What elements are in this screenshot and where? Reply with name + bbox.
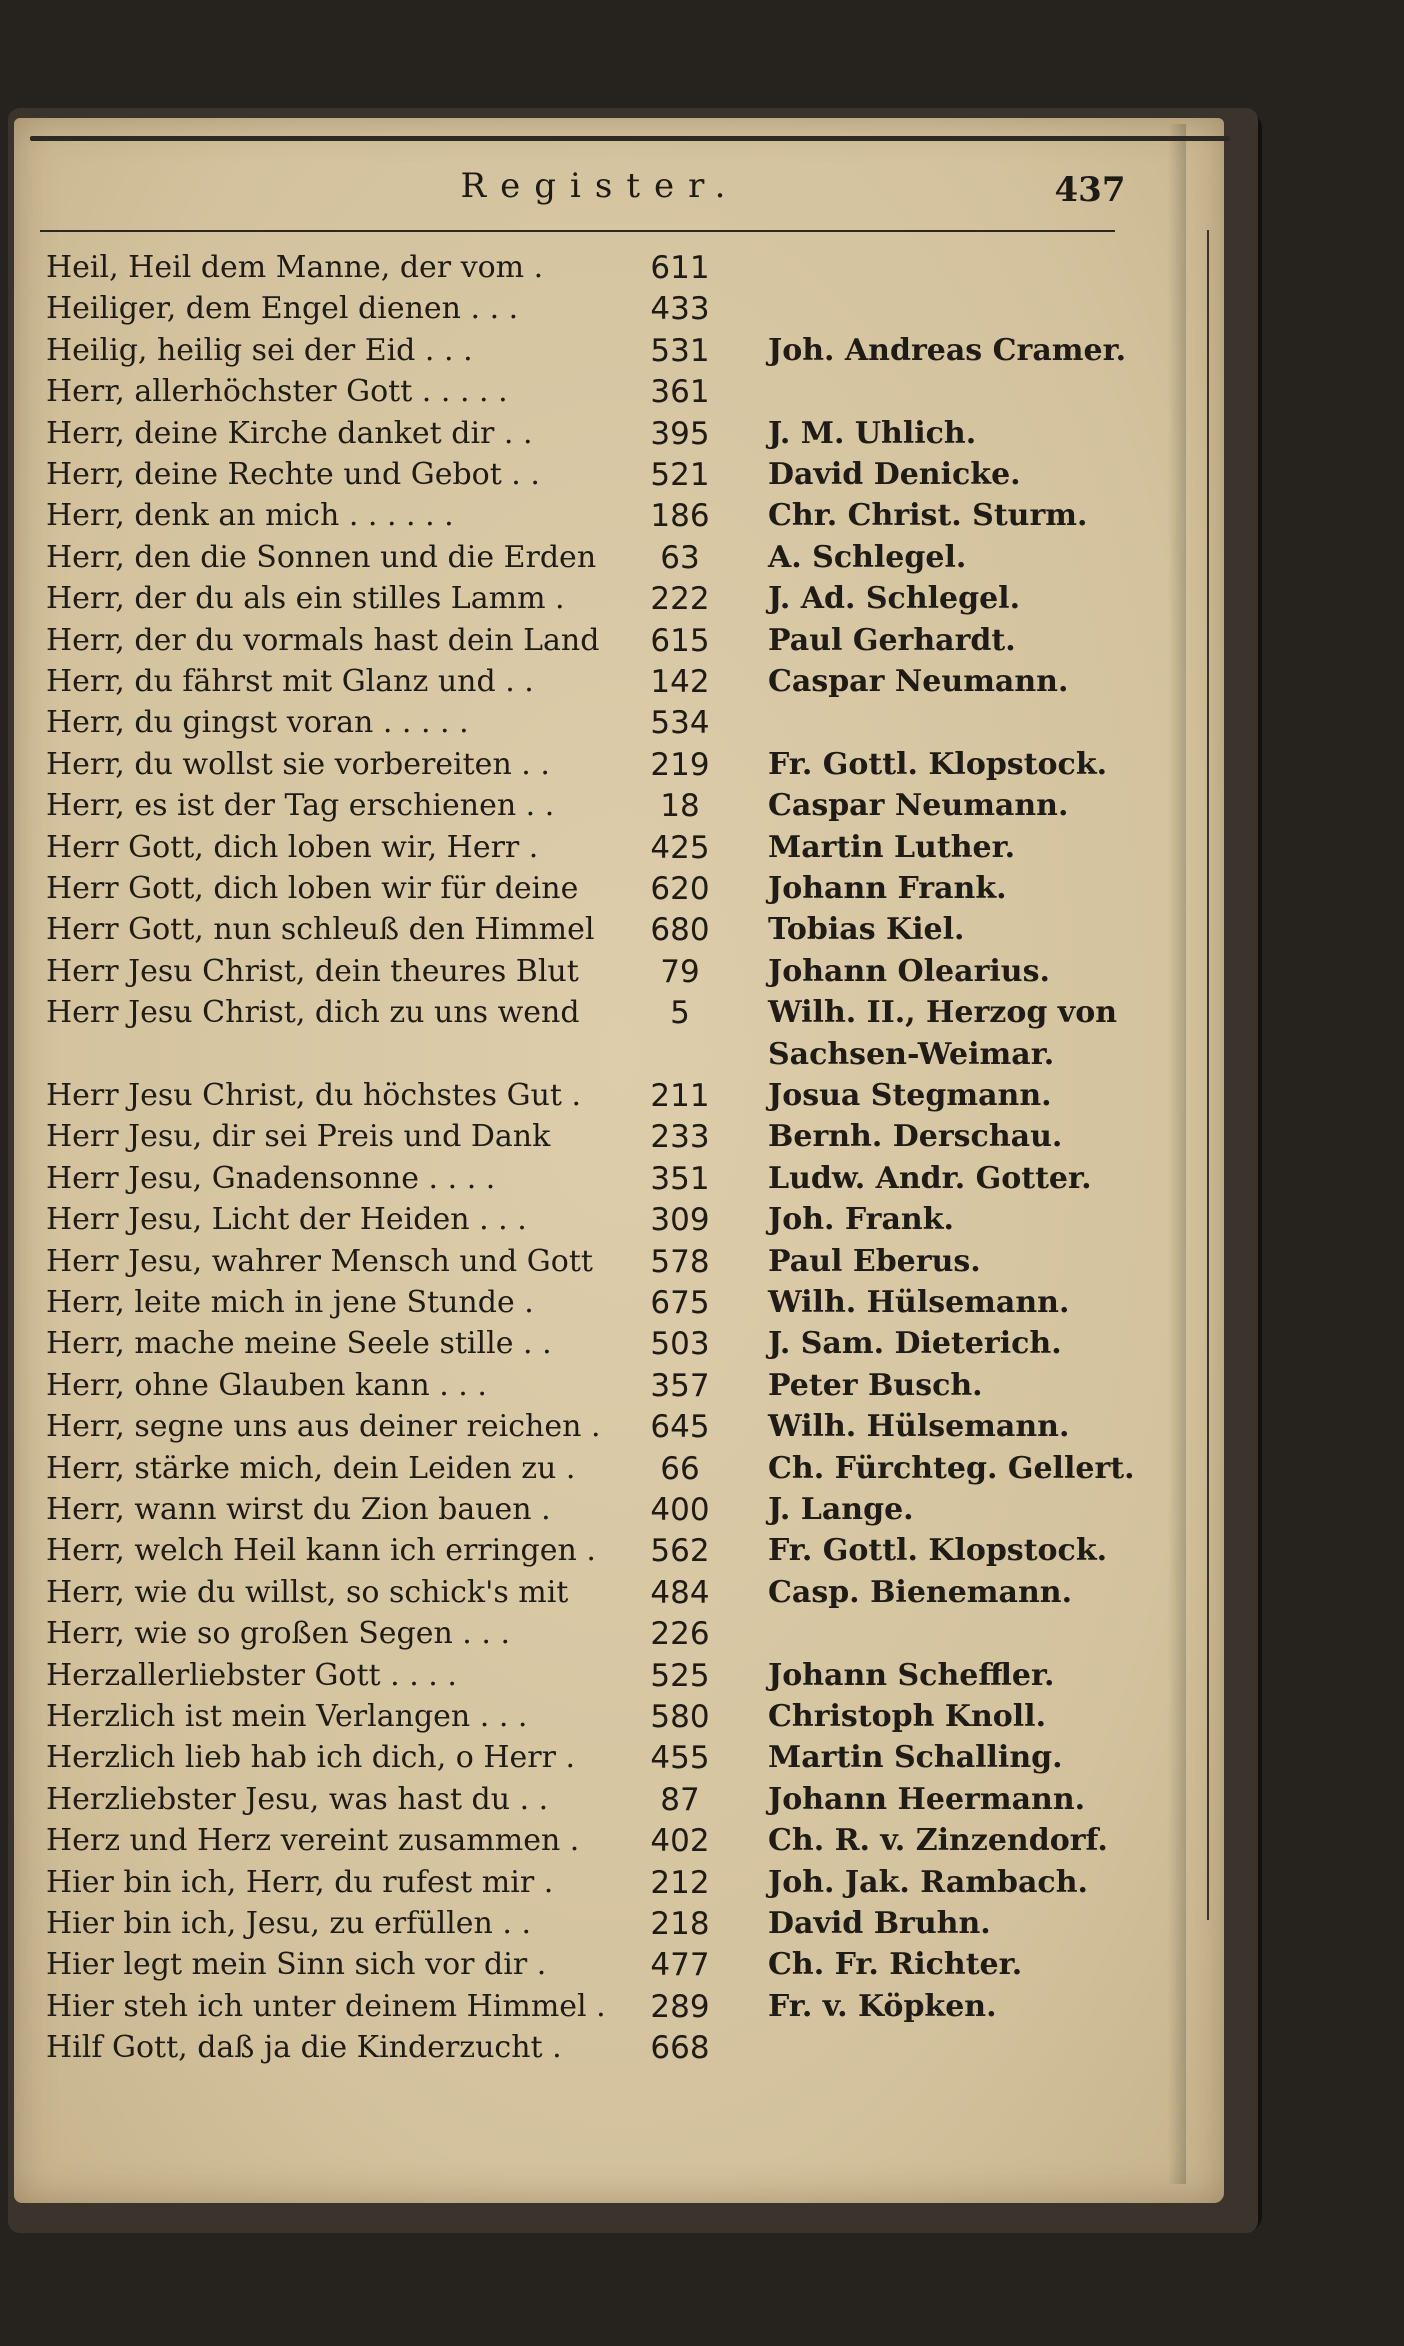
hymn-number: 455 xyxy=(650,1740,710,1777)
hymn-first-line: Herr, mache meine Seele stille . . xyxy=(46,1326,552,1362)
hymn-number: 142 xyxy=(650,664,710,700)
hymn-number: 357 xyxy=(650,1367,710,1404)
hymn-number: 680 xyxy=(650,912,710,949)
register-row xyxy=(0,1945,1220,1985)
hymn-author: Ch. Fr. Richter. xyxy=(768,1947,1023,1983)
hymn-first-line: Herr, du wollst sie vorbereiten . . xyxy=(46,746,550,782)
hymn-number: 675 xyxy=(650,1285,710,1321)
hymn-author: Paul Eberus. xyxy=(768,1243,981,1279)
hymn-first-line: Herz und Herz vereint zusammen . xyxy=(46,1823,580,1859)
register-row xyxy=(0,869,1220,909)
hymn-first-line: Herr Jesu Christ, dein theures Blut xyxy=(46,953,579,989)
hymn-number: 562 xyxy=(650,1533,710,1570)
hymn-number: 484 xyxy=(650,1574,710,1611)
hymn-first-line: Herr, ohne Glauben kann . . . xyxy=(46,1367,487,1403)
hymn-number: 521 xyxy=(650,457,710,493)
register-row xyxy=(0,1490,1220,1530)
register-row xyxy=(0,1366,1220,1406)
register-row xyxy=(0,372,1220,412)
hymn-author: Wilh. II., Herzog von xyxy=(768,995,1118,1031)
register-row xyxy=(0,703,1220,743)
register-row xyxy=(0,1242,1220,1282)
hymn-first-line: Herr, der du als ein stilles Lamm . xyxy=(46,581,565,617)
register-row xyxy=(0,1324,1220,1364)
register-row xyxy=(0,289,1220,329)
hymn-first-line: Herr, allerhöchster Gott . . . . . xyxy=(46,374,508,410)
hymn-number: 433 xyxy=(650,291,710,328)
page-number: 437 xyxy=(1054,170,1126,210)
hymn-first-line: Herr, wann wirst du Zion bauen . xyxy=(46,1492,551,1527)
register-row xyxy=(0,579,1220,619)
hymn-number: 620 xyxy=(650,871,710,907)
hymn-first-line: Herr, du gingst voran . . . . . xyxy=(46,705,469,741)
hymn-author: Paul Gerhardt. xyxy=(768,622,1016,658)
hymn-first-line: Herr Jesu, wahrer Mensch und Gott xyxy=(46,1243,593,1279)
register-row xyxy=(0,2028,1220,2068)
hymn-number: 87 xyxy=(660,1781,700,1818)
hymn-number: 395 xyxy=(650,415,710,452)
register-row xyxy=(0,1076,1220,1116)
hymn-author: Fr. Gottl. Klopstock. xyxy=(768,746,1108,782)
hymn-number: 218 xyxy=(650,1906,710,1942)
register-row xyxy=(0,1863,1220,1903)
hymn-author: Josua Stegmann. xyxy=(768,1078,1052,1113)
register-row xyxy=(0,952,1220,992)
hymn-first-line: Herr Jesu, dir sei Preis und Dank xyxy=(46,1119,551,1155)
hymn-author: Ch. Fürchteg. Gellert. xyxy=(768,1450,1135,1486)
hymn-number: 211 xyxy=(650,1078,710,1114)
hymn-author: Christoph Knoll. xyxy=(768,1699,1047,1734)
hymn-number: 361 xyxy=(650,374,710,411)
hymn-author: J. Ad. Schlegel. xyxy=(768,581,1021,617)
hymn-first-line: Herr, den die Sonnen und die Erden xyxy=(46,539,597,575)
hymn-author: Joh. Jak. Rambach. xyxy=(768,1864,1088,1900)
hymn-author: Johann Olearius. xyxy=(768,953,1050,989)
hymn-author: J. M. Uhlich. xyxy=(768,415,977,451)
hymn-number: 425 xyxy=(650,829,710,866)
hymn-number: 289 xyxy=(650,1988,710,2025)
register-row xyxy=(0,1449,1220,1489)
register-row xyxy=(0,455,1220,495)
register-row xyxy=(0,1035,1220,1075)
hymn-number: 18 xyxy=(660,788,700,825)
hymn-first-line: Herr, deine Kirche danket dir . . xyxy=(46,415,533,451)
hymn-first-line: Herzallerliebster Gott . . . . xyxy=(46,1657,457,1693)
hymn-author: Casp. Bienemann. xyxy=(768,1574,1073,1610)
hymn-number: 79 xyxy=(660,953,700,990)
hymn-author: David Bruhn. xyxy=(768,1906,991,1941)
hymn-author: Martin Luther. xyxy=(768,829,1016,865)
register-row xyxy=(0,1904,1220,1944)
hymn-author: Joh. Andreas Cramer. xyxy=(768,332,1127,368)
hymn-first-line: Herzlich ist mein Verlangen . . . xyxy=(46,1699,528,1734)
hymn-author: Fr. v. Köpken. xyxy=(768,1988,997,2024)
hymn-first-line: Hier bin ich, Jesu, zu erfüllen . . xyxy=(46,1906,531,1941)
hymn-author: Caspar Neumann. xyxy=(768,788,1069,824)
hymn-first-line: Herr Gott, nun schleuß den Himmel xyxy=(46,912,595,948)
hymn-author: Sachsen-Weimar. xyxy=(768,1036,1055,1072)
hymn-number: 5 xyxy=(670,995,690,1032)
hymn-first-line: Herr Jesu Christ, dich zu uns wend xyxy=(46,995,580,1031)
hymn-number: 645 xyxy=(650,1409,710,1446)
hymn-author: Joh. Frank. xyxy=(768,1202,954,1238)
hymn-first-line: Herr, denk an mich . . . . . . xyxy=(46,498,454,534)
hymn-author: Johann Frank. xyxy=(768,871,1007,906)
register-row xyxy=(0,745,1220,785)
hymn-author: Peter Busch. xyxy=(768,1367,983,1403)
hymn-number: 400 xyxy=(650,1492,710,1528)
hymn-author: Tobias Kiel. xyxy=(768,912,965,948)
register-row xyxy=(0,1200,1220,1240)
hymn-first-line: Herr, segne uns aus deiner reichen . xyxy=(46,1409,601,1445)
register-row xyxy=(0,910,1220,950)
hymn-first-line: Herr, welch Heil kann ich erringen . xyxy=(46,1533,596,1569)
hymn-first-line: Heil, Heil dem Manne, der vom . xyxy=(46,250,544,285)
hymn-author: Caspar Neumann. xyxy=(768,664,1069,699)
hymn-first-line: Hier legt mein Sinn sich vor dir . xyxy=(46,1947,547,1983)
hymn-number: 309 xyxy=(650,1202,710,1239)
hymn-first-line: Herr, leite mich in jene Stunde . xyxy=(46,1285,534,1320)
hymn-author: Martin Schalling. xyxy=(768,1740,1063,1776)
hymn-number: 534 xyxy=(650,705,710,742)
register-row xyxy=(0,621,1220,661)
hymn-first-line: Heilig, heilig sei der Eid . . . xyxy=(46,332,473,368)
hymn-first-line: Herzlich lieb hab ich dich, o Herr . xyxy=(46,1740,576,1776)
register-row xyxy=(0,1656,1220,1696)
hymn-author: A. Schlegel. xyxy=(768,539,967,575)
hymn-number: 668 xyxy=(650,2030,710,2067)
hymn-number: 578 xyxy=(650,1243,710,1280)
hymn-author: J. Lange. xyxy=(768,1492,914,1527)
register-row xyxy=(0,1738,1220,1778)
hymn-number: 503 xyxy=(650,1326,710,1363)
register-row xyxy=(0,1117,1220,1157)
hymn-author: Chr. Christ. Sturm. xyxy=(768,498,1088,534)
hymn-number: 525 xyxy=(650,1657,710,1694)
page-title: Register. xyxy=(460,166,740,206)
hymn-number: 186 xyxy=(650,498,710,535)
hymn-author: Ch. R. v. Zinzendorf. xyxy=(768,1823,1108,1859)
hymn-author: Fr. Gottl. Klopstock. xyxy=(768,1533,1108,1569)
hymn-first-line: Herr Jesu Christ, du höchstes Gut . xyxy=(46,1078,582,1113)
hymn-first-line: Herr, du fährst mit Glanz und . . xyxy=(46,664,534,699)
hymn-number: 351 xyxy=(650,1160,710,1197)
register-row xyxy=(0,331,1220,371)
register-row xyxy=(0,1407,1220,1447)
hymn-first-line: Herr, stärke mich, dein Leiden zu . xyxy=(46,1450,576,1486)
hymn-number: 615 xyxy=(650,622,710,659)
hymn-author: David Denicke. xyxy=(768,457,1021,492)
hymn-number: 222 xyxy=(650,581,710,618)
hymn-first-line: Herr, der du vormals hast dein Land xyxy=(46,622,600,658)
register-row xyxy=(0,1283,1220,1323)
hymn-first-line: Hilf Gott, daß ja die Kinderzucht . xyxy=(46,2030,562,2066)
register-row xyxy=(0,248,1220,288)
hymn-number: 63 xyxy=(660,539,700,576)
hymn-number: 226 xyxy=(650,1616,710,1653)
hymn-first-line: Herr Jesu, Gnadensonne . . . . xyxy=(46,1160,496,1196)
hymn-number: 66 xyxy=(660,1450,700,1487)
hymn-first-line: Herr Gott, dich loben wir, Herr . xyxy=(46,829,539,865)
hymn-number: 477 xyxy=(650,1947,710,1984)
register-row xyxy=(0,538,1220,578)
hymn-number: 611 xyxy=(650,250,710,286)
hymn-first-line: Hier steh ich unter deinem Himmel . xyxy=(46,1988,606,2024)
register-row xyxy=(0,414,1220,454)
hymn-number: 212 xyxy=(650,1864,710,1901)
register-row xyxy=(0,662,1220,702)
hymn-author: Johann Heermann. xyxy=(768,1781,1086,1817)
hymn-number: 219 xyxy=(650,746,710,783)
hymn-first-line: Herr Gott, dich loben wir für deine xyxy=(46,871,579,906)
register-row xyxy=(0,786,1220,826)
register-row xyxy=(0,1821,1220,1861)
hymn-first-line: Heiliger, dem Engel dienen . . . xyxy=(46,291,519,327)
register-row xyxy=(0,1780,1220,1820)
hymn-first-line: Herr, wie so großen Segen . . . xyxy=(46,1616,510,1652)
register-row xyxy=(0,993,1220,1033)
hymn-author: J. Sam. Dieterich. xyxy=(768,1326,1062,1362)
register-row xyxy=(0,1987,1220,2027)
hymn-first-line: Hier bin ich, Herr, du rufest mir . xyxy=(46,1864,554,1900)
hymn-number: 233 xyxy=(650,1119,710,1156)
register-row xyxy=(0,1531,1220,1571)
register-row xyxy=(0,496,1220,536)
hymn-first-line: Herr Jesu, Licht der Heiden . . . xyxy=(46,1202,527,1238)
hymn-author: Bernh. Derschau. xyxy=(768,1119,1063,1155)
hymn-first-line: Herr, wie du willst, so schick's mit xyxy=(46,1574,569,1610)
register-row xyxy=(0,1159,1220,1199)
hymn-author: Wilh. Hülsemann. xyxy=(768,1285,1070,1320)
hymn-author: Johann Scheffler. xyxy=(768,1657,1055,1693)
hymn-author: Wilh. Hülsemann. xyxy=(768,1409,1070,1445)
hymn-number: 402 xyxy=(650,1823,710,1860)
hymn-number: 580 xyxy=(650,1699,710,1735)
hymn-first-line: Herr, es ist der Tag erschienen . . xyxy=(46,788,555,824)
hymn-author: Ludw. Andr. Gotter. xyxy=(768,1160,1092,1196)
hymn-number: 531 xyxy=(650,332,710,369)
hymn-first-line: Herr, deine Rechte und Gebot . . xyxy=(46,457,540,492)
register-row xyxy=(0,1614,1220,1654)
register-row xyxy=(0,1697,1220,1737)
register-row xyxy=(0,1573,1220,1613)
register-row xyxy=(0,828,1220,868)
hymn-first-line: Herzliebster Jesu, was hast du . . xyxy=(46,1781,549,1817)
